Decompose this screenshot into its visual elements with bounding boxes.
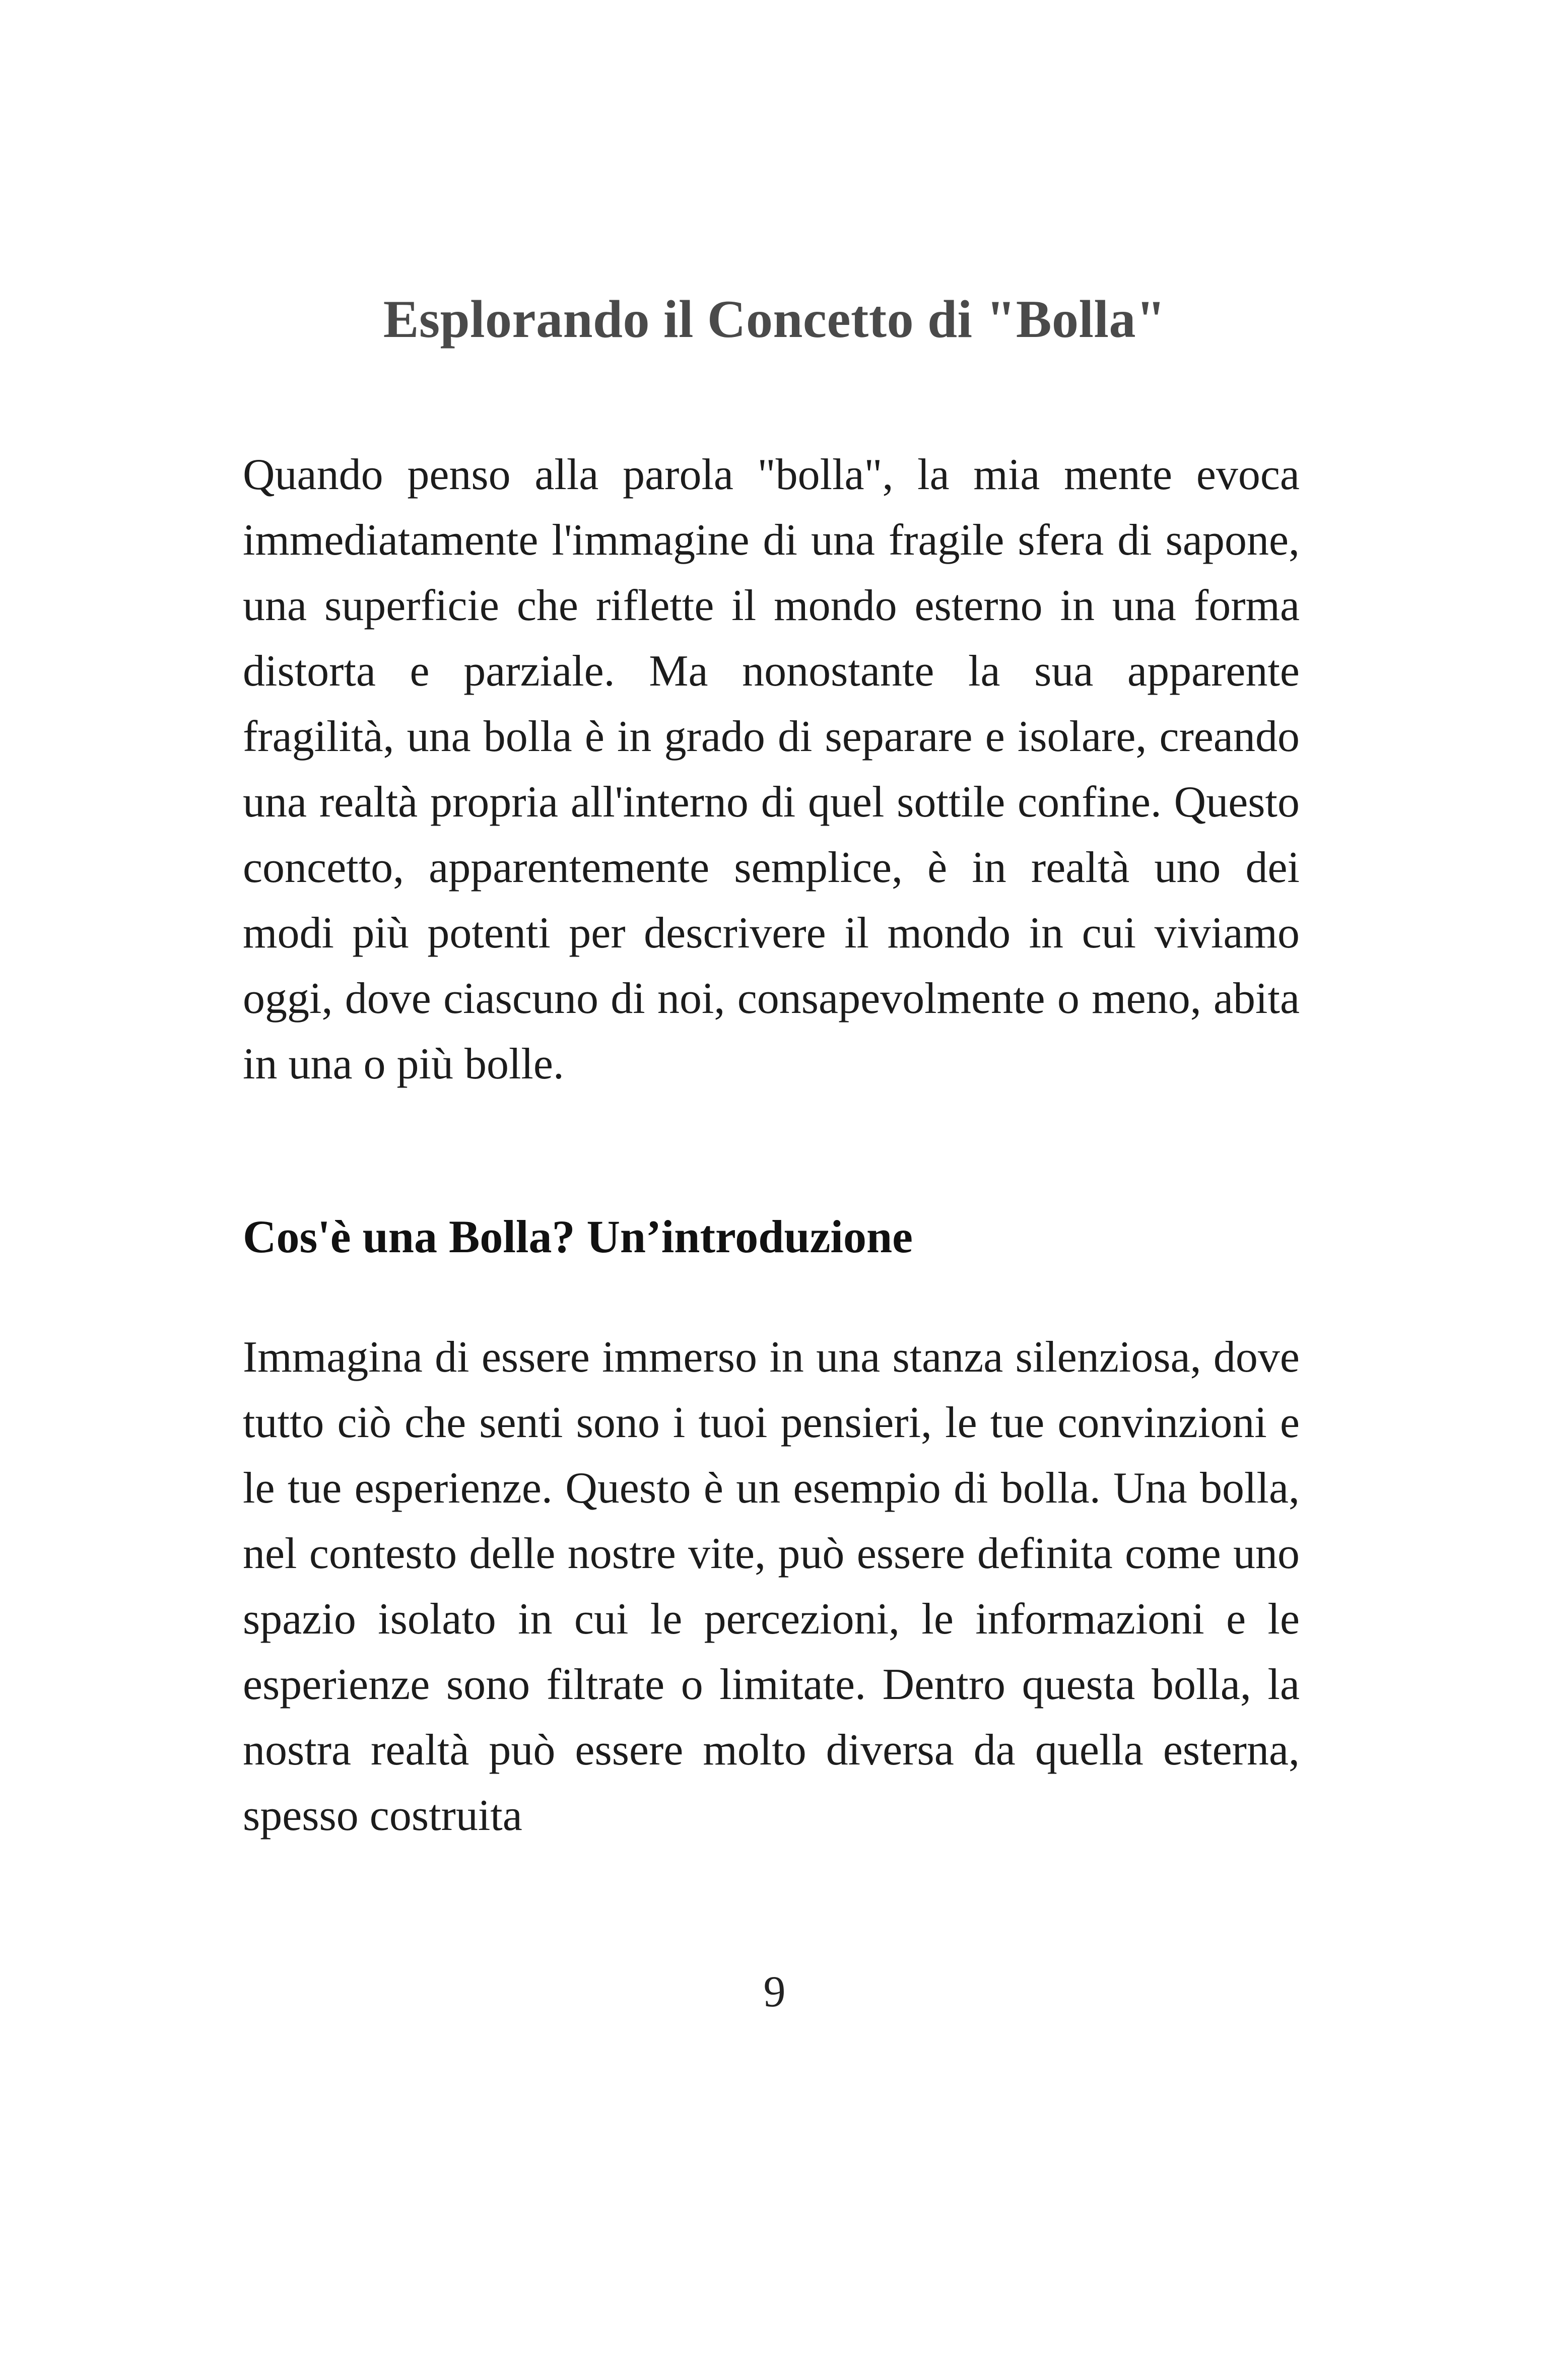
chapter-title: Esplorando il Concetto di "Bolla" [383, 290, 1166, 349]
body-paragraph-1: Quando penso alla parola "bolla", la mia mente evoca immediatamente l'immagine di una fragile sfera di sapone, una superficie che riflette il mondo esterno in una forma distorta e parziale. Ma nonostante la sua apparente fragilità, una bolla è in grado di separare e isolare, creando una realtà propria all'interno di quel sottile confine. Questo concetto, apparentemente semplice, è in realtà uno dei modi più potenti per descrivere il mondo in cui viviamo oggi, dove ciascuno di noi, consapevolmente o meno, abita in una o più bolle. [243, 450, 1300, 1089]
body-paragraph-2: Immagina di essere immerso in una stanza silenziosa, dove tutto ciò che senti sono i tuoi pensieri, le tue convinzioni e le tue esperienze. Questo è un esempio di bolla. Una bolla, nel contesto delle nostre vite, può essere definita come uno spazio isolato in cui le percezioni, le informazioni e le esperienze sono filtrate o limitate. Dentro questa bolla, la nostra realtà può essere molto diversa da quella esterna, spesso costruita [243, 1333, 1300, 1840]
page-number: 9 [763, 1967, 786, 2016]
section-heading: Cos'è una Bolla? Un’introduzione [243, 1211, 913, 1262]
